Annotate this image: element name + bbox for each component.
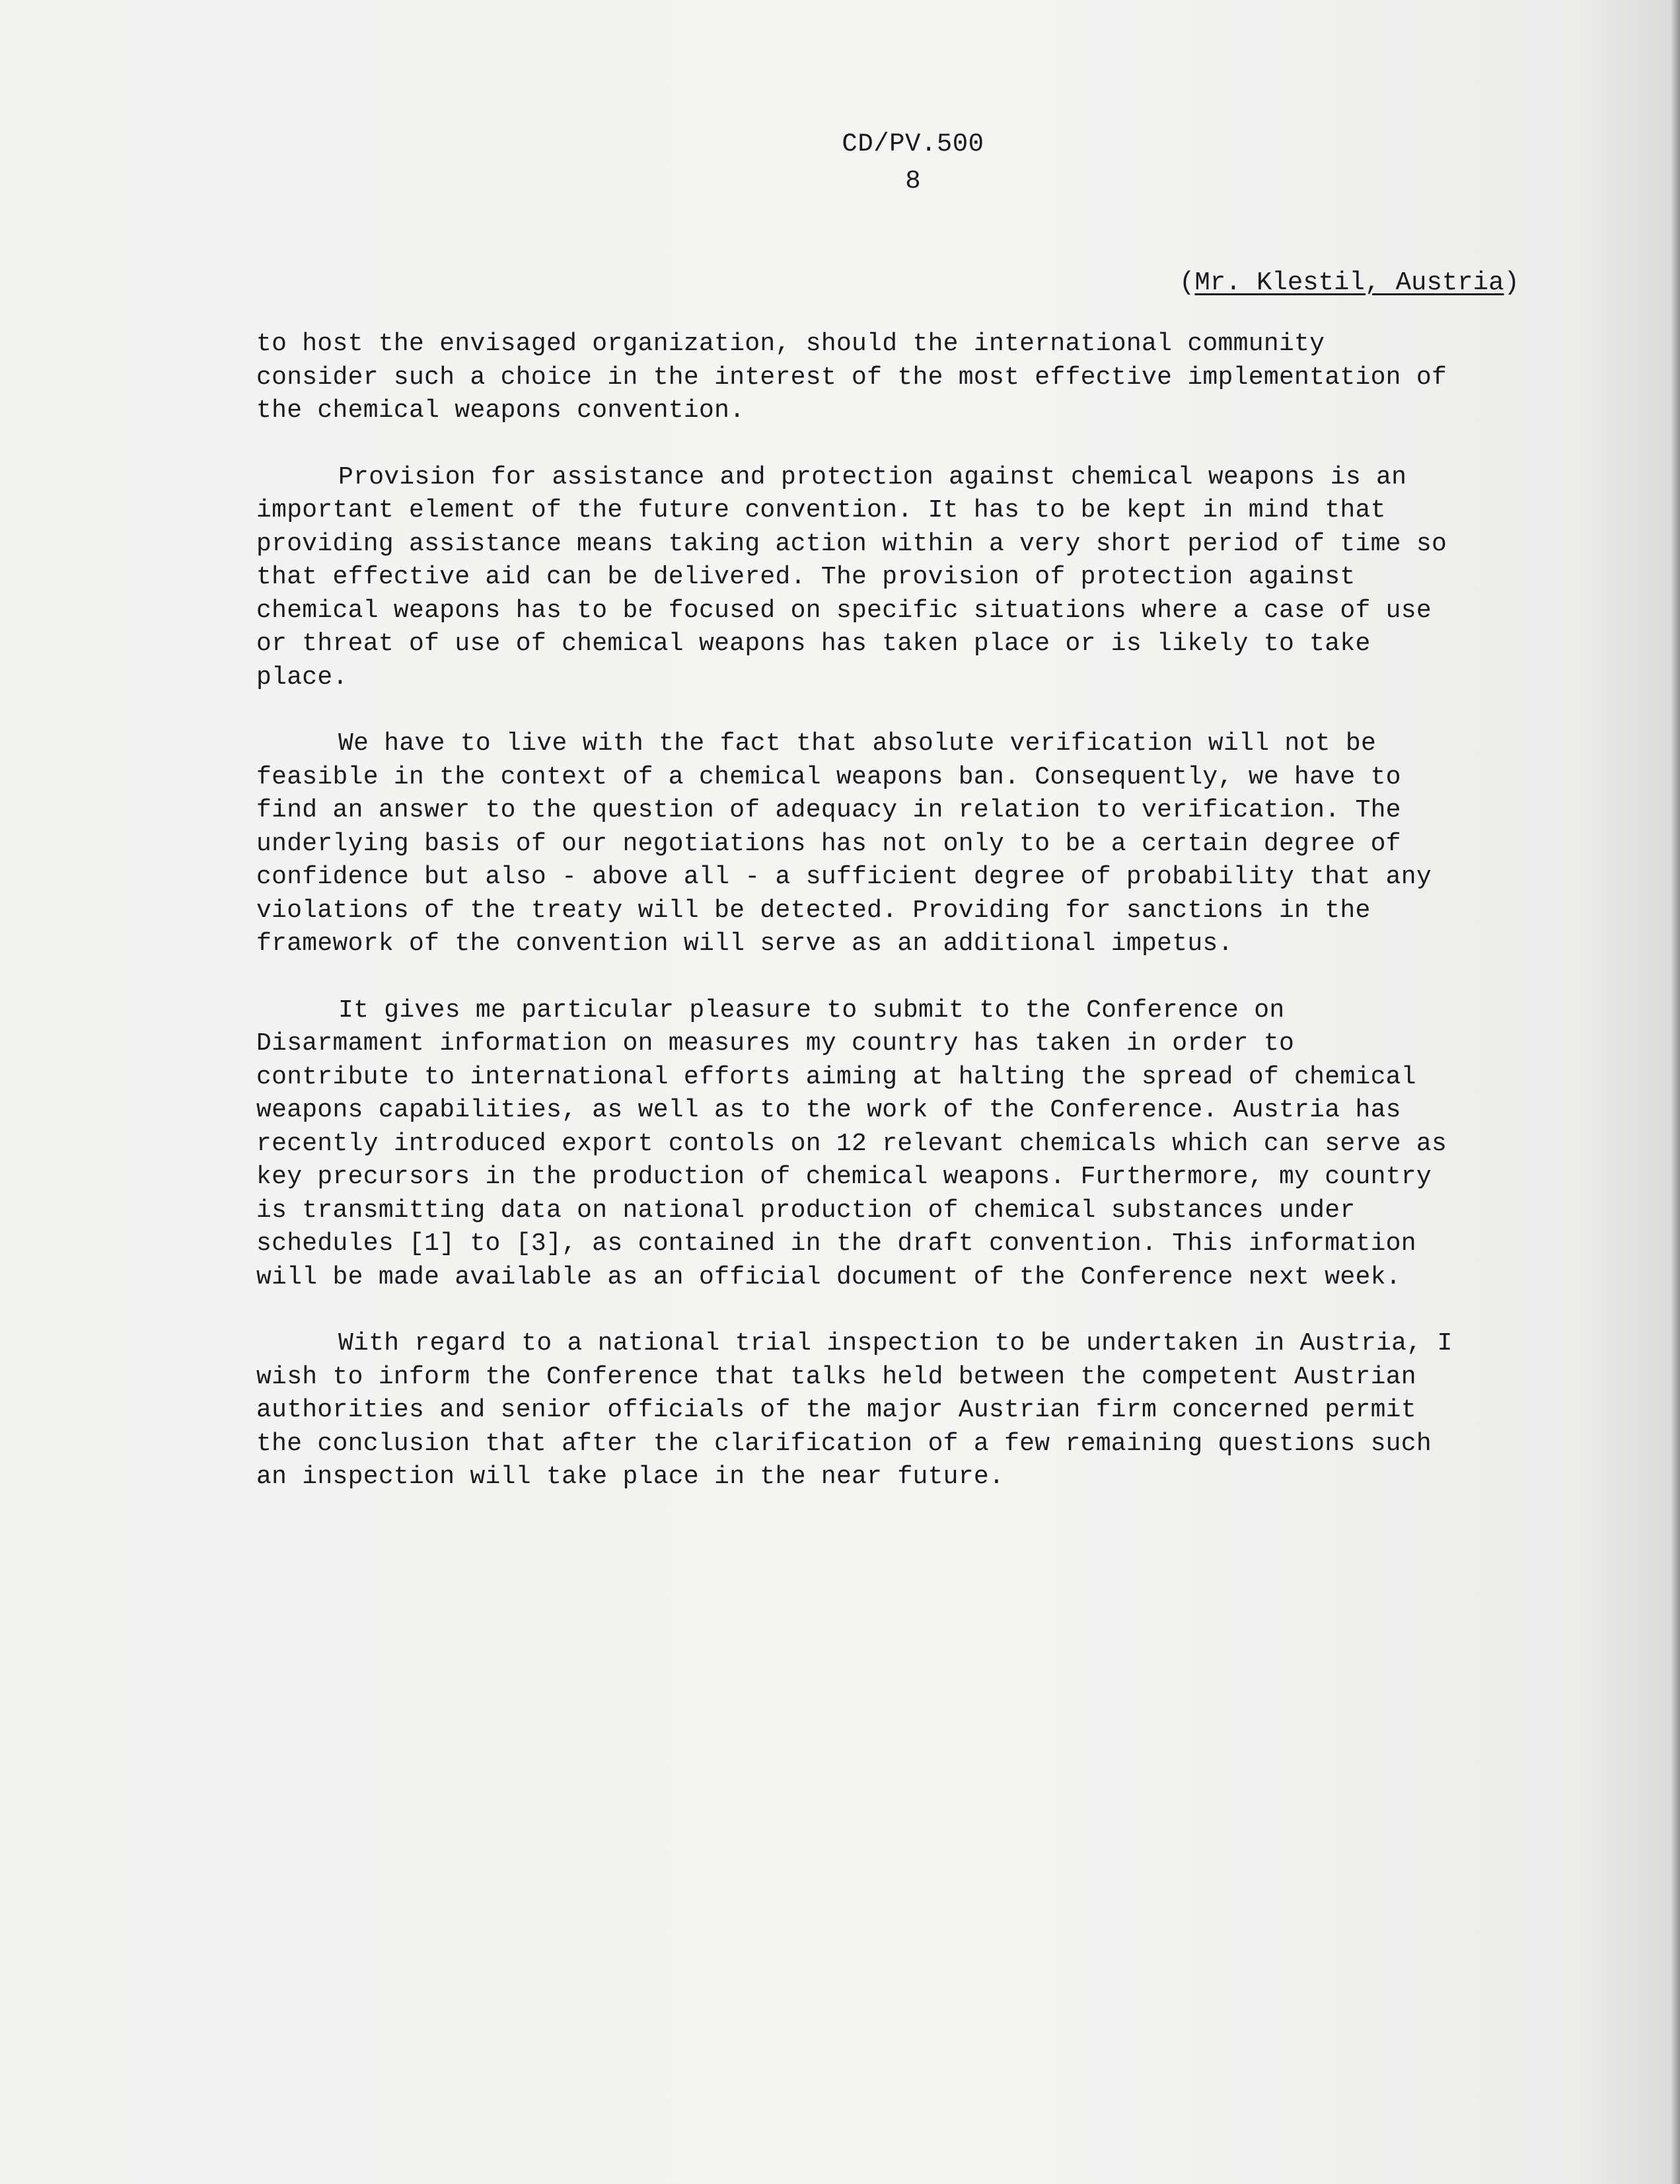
text-line: chemical weapons has to be focused on specific situations where a case of use [256, 596, 1432, 625]
text-line: recently introduced export contols on 12 relevant chemicals which can serve as [256, 1129, 1447, 1158]
speaker-attribution [1179, 264, 1519, 301]
text-line: wish to inform the Conference that talks held between the competent Austrian [256, 1362, 1416, 1391]
text-line: framework of the convention will serve as an additional impetus. [256, 929, 1233, 958]
text-line: the conclusion that after the clarification of a few remaining questions such [256, 1429, 1432, 1458]
text-line: important element of the future convention. It has to be kept in mind that [256, 496, 1386, 525]
statement-body [256, 328, 1591, 1527]
text-line: find an answer to the question of adequacy in relation to verification. The [256, 796, 1401, 824]
text-line: providing assistance means taking action within a very short period of time so [256, 529, 1447, 558]
paragraph-assistance-protection [256, 461, 1591, 695]
text-line: confidence but also - above all - a sufficient degree of probability that any [256, 863, 1432, 891]
text-line: consider such a choice in the interest of the most effective implementation of [256, 363, 1447, 392]
speaker-close-paren: ) [1504, 268, 1519, 297]
text-line: an inspection will take place in the near future. [256, 1463, 1005, 1491]
text-line: underlying basis of our negotiations has not only to be a certain degree of [256, 829, 1401, 858]
text-line: place. [256, 663, 348, 692]
text-line: With regard to a national trial inspection to be undertaken in Austria, I [338, 1329, 1453, 1358]
text-line: contribute to international efforts aiming at halting the spread of chemical [256, 1062, 1416, 1091]
text-line: Provision for assistance and protection against chemical weapons is an [338, 462, 1407, 491]
text-line: or threat of use of chemical weapons has taken place or is likely to take [256, 630, 1371, 658]
text-line: It gives me particular pleasure to submit to the Conference on [338, 996, 1285, 1025]
text-line: feasible in the context of a chemical weapons ban. Consequently, we have to [256, 762, 1401, 791]
speaker-open-paren: ( [1179, 268, 1195, 297]
paragraph-verification [256, 727, 1591, 961]
text-line: weapons capabilities, as well as to the work of the Conference. Austria has [256, 1096, 1401, 1124]
paragraph-continuation [256, 328, 1591, 428]
text-line: Disarmament information on measures my country has taken in order to [256, 1029, 1295, 1058]
text-line: schedules [1] to [3], as contained in the draft convention. This information [256, 1229, 1416, 1258]
text-line: that effective aid can be delivered. The provision of protection against [256, 563, 1356, 591]
page-number: 8 [905, 166, 921, 196]
text-line: the chemical weapons convention. [256, 396, 745, 425]
paragraph-export-controls [256, 994, 1591, 1295]
text-line: authorities and senior officials of the major Austrian firm concerned permit [256, 1396, 1416, 1424]
document-symbol: CD/PV.500 [842, 129, 984, 159]
speaker-name: Mr. Klestil, Austria [1194, 268, 1504, 297]
text-line: to host the envisaged organization, should the international community [256, 330, 1325, 358]
text-line: is transmitting data on national production of chemical substances under [256, 1196, 1356, 1225]
text-line: We have to live with the fact that absolute verification will not be [338, 729, 1377, 758]
text-line: will be made available as an official document of the Conference next week. [256, 1262, 1401, 1292]
text-line: violations of the treaty will be detected. Providing for sanctions in the [256, 896, 1371, 925]
text-line: key precursors in the production of chemical weapons. Furthermore, my country [256, 1163, 1432, 1191]
paragraph-trial-inspection [256, 1327, 1591, 1494]
